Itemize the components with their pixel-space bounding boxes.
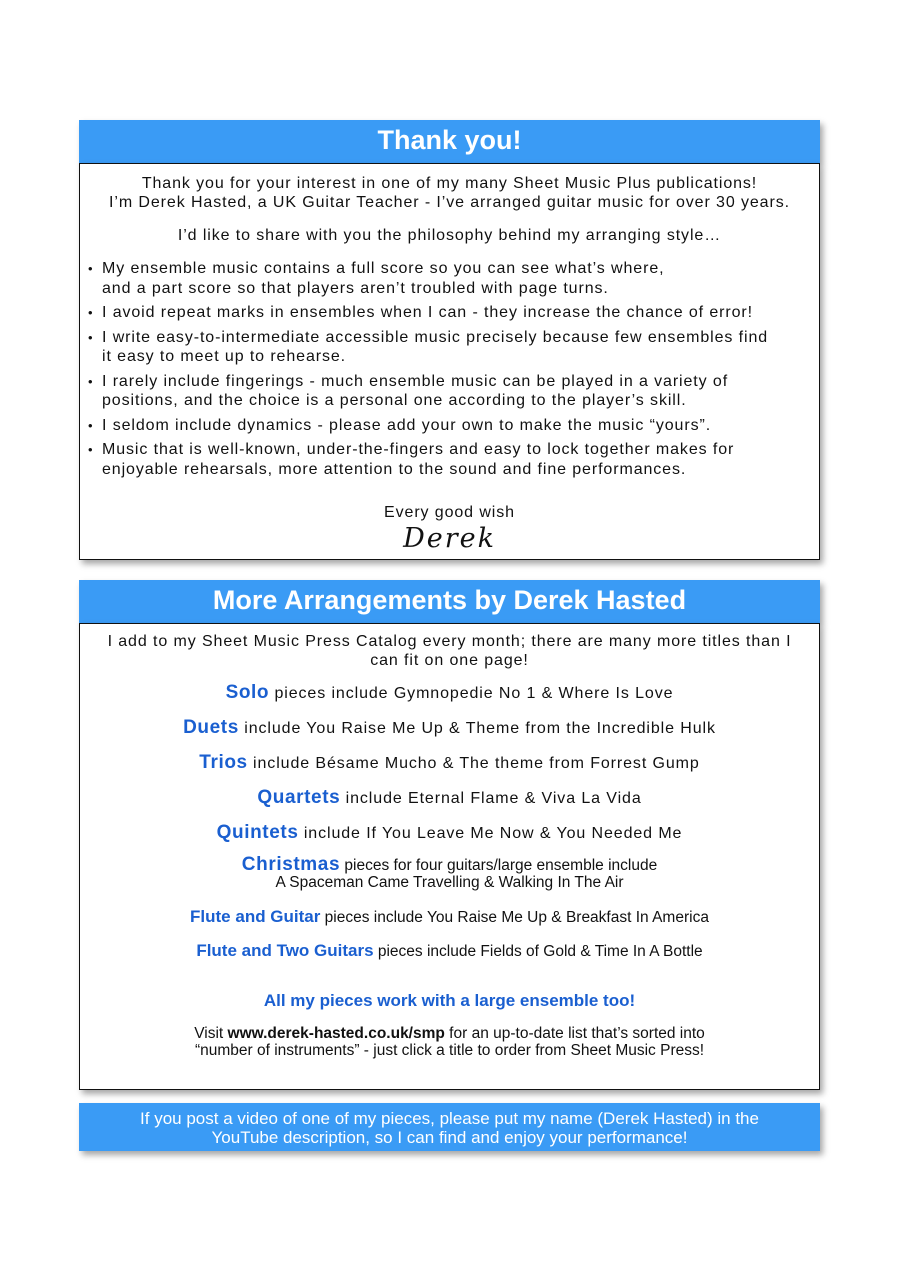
category-row-flute-guitar: [80, 907, 819, 927]
category-row-quintets: [80, 822, 819, 844]
thank-you-title: Thank you!: [79, 120, 820, 163]
visit-prefix: Visit: [194, 1025, 228, 1042]
more-arrangements-panel: [79, 580, 820, 1090]
category-row-duets: [80, 717, 819, 739]
category-name: Duets: [183, 717, 239, 738]
visit-text: [80, 1025, 819, 1059]
website-link[interactable]: www.derek-hasted.co.uk/smp: [227, 1025, 445, 1042]
footer-line-2: YouTube description, so I can find and enjoy your performance!: [211, 1128, 688, 1147]
bullet-line: My ensemble music contains a full score so you can see what’s where,: [102, 260, 665, 277]
category-name: Solo: [225, 682, 270, 703]
category-text: pieces include Gymnopedie No 1 & Where Is Love: [269, 685, 674, 702]
category-row-flute-two-guitars: [80, 941, 819, 961]
bullet-line: I write easy-to-intermediate accessible music precisely because few ensembles find: [102, 328, 769, 346]
category-text: include If You Leave Me Now & You Needed Me: [298, 825, 683, 842]
footer-banner: [79, 1103, 820, 1151]
bullet-line: positions, and the choice is a personal one according to the player’s skill.: [102, 392, 687, 409]
category-name: Flute and Two Guitars: [196, 941, 374, 960]
signature: Derek: [403, 523, 496, 554]
more-arrangements-title: More Arrangements by Derek Hasted: [79, 580, 820, 623]
list-item: [88, 440, 809, 479]
category-name: Christmas: [241, 854, 341, 875]
list-item: [88, 372, 809, 411]
catalog-intro-line-1: I add to my Sheet Music Press Catalog every month; there are many more titles than I: [107, 633, 792, 650]
philosophy-line: I’d like to share with you the philosophy behind my arranging style…: [177, 227, 722, 244]
bullet-line: and a part score so that players aren’t troubled with page turns.: [102, 279, 609, 297]
closing-text: Every good wish: [384, 504, 515, 521]
visit-line-2: “number of instruments” - just click a title to order from Sheet Music Press!: [194, 1042, 705, 1059]
large-ensemble-note: All my pieces work with a large ensemble too!: [263, 991, 636, 1010]
bullet-line: I rarely include fingerings - much ensemble music can be played in a variety of: [102, 372, 729, 390]
category-row-solo: [80, 682, 819, 704]
category-text: pieces include You Raise Me Up & Breakfast In America: [320, 909, 709, 926]
bullet-line: I avoid repeat marks in ensembles when I can - they increase the chance of error!: [102, 304, 753, 321]
catalog-intro-line-2: can fit on one page!: [370, 652, 529, 669]
thank-you-body: [79, 163, 820, 560]
category-text: include You Raise Me Up & Theme from the Incredible Hulk: [238, 720, 716, 737]
category-text: include Bésame Mucho & The theme from Forrest Gump: [247, 755, 700, 772]
list-item: [88, 416, 809, 436]
thank-you-panel: [79, 120, 820, 560]
category-text: pieces include Fields of Gold & Time In A Bottle: [373, 943, 703, 960]
category-name: Quintets: [216, 822, 299, 843]
bullet-line: I seldom include dynamics - please add your own to make the music “yours”.: [102, 416, 712, 434]
list-item: [88, 303, 809, 323]
bullet-line: enjoyable rehearsals, more attention to the sound and fine performances.: [102, 460, 687, 478]
intro-line-1: Thank you for your interest in one of my many Sheet Music Plus publications!: [141, 175, 758, 192]
category-text: pieces for four guitars/large ensemble include: [340, 857, 658, 874]
more-arrangements-body: [79, 623, 820, 1090]
visit-suffix: for an up-to-date list that’s sorted into: [444, 1025, 705, 1042]
category-row-christmas: [80, 856, 819, 891]
category-name: Quartets: [257, 787, 341, 808]
category-name: Trios: [199, 752, 248, 773]
philosophy-list: [80, 259, 819, 479]
category-name: Flute and Guitar: [190, 907, 321, 926]
bullet-line: Music that is well-known, under-the-fingers and easy to lock together makes for: [102, 441, 735, 458]
category-row-trios: [80, 752, 819, 774]
list-item: [88, 328, 809, 367]
list-item: [88, 259, 809, 298]
footer-line-1: If you post a video of one of my pieces, please put my name (Derek Hasted) in the: [140, 1109, 759, 1128]
category-text: include Eternal Flame & Viva La Vida: [340, 790, 642, 807]
category-text: A Spaceman Came Travelling & Walking In The Air: [275, 874, 624, 891]
intro-line-2: I’m Derek Hasted, a UK Guitar Teacher - I’ve arranged guitar music for over 30 years.: [109, 194, 790, 211]
category-row-quartets: [80, 787, 819, 809]
bullet-line: it easy to meet up to rehearse.: [102, 348, 347, 365]
